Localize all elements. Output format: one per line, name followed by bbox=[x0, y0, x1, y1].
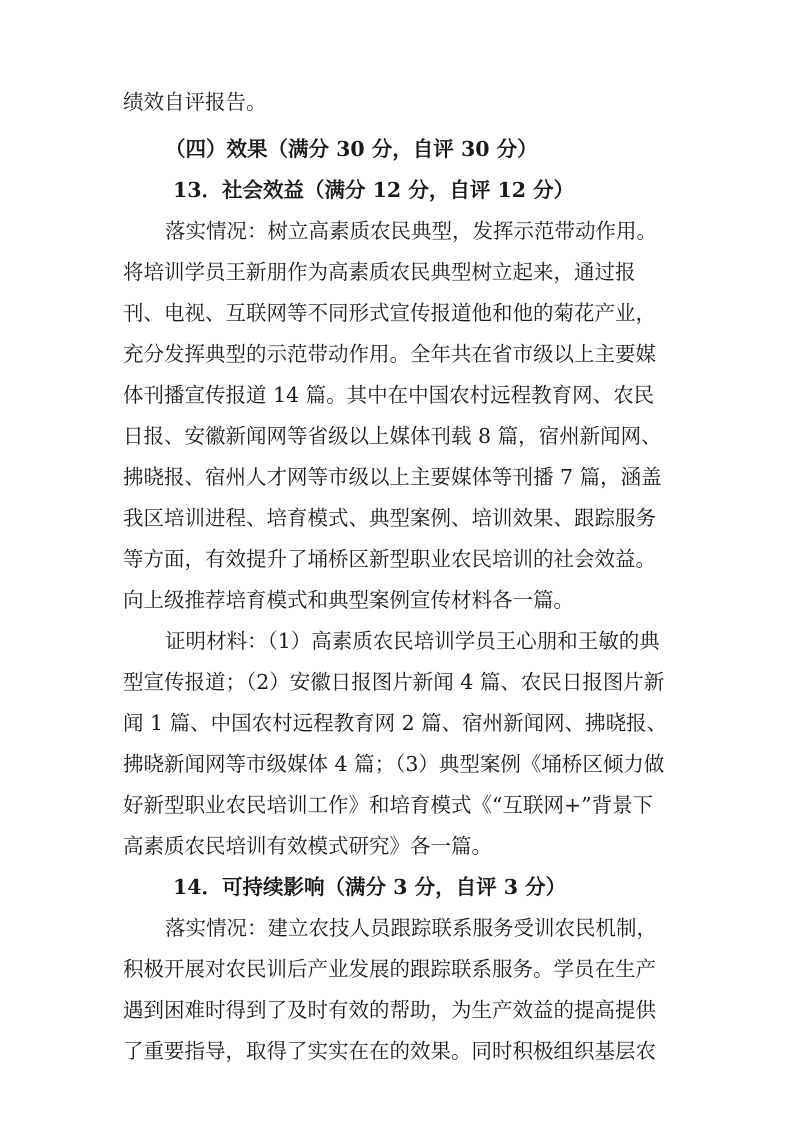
text-line: 体刊播宣传报道 14 篇。其中在中国农村远程教育网、农民 bbox=[123, 383, 655, 407]
text-line: 将培训学员王新朋作为高素质农民典型树立起来，通过报 bbox=[123, 260, 636, 284]
text-line: 型宣传报道；（2）安徽日报图片新闻 4 篇、农民日报图片新 bbox=[123, 670, 665, 694]
text-line: 落实情况：树立高素质农民典型，发挥示范带动作用。 bbox=[165, 219, 657, 243]
text-line: 好新型职业农民培训工作》和培育模式《“互联网+”背景下 bbox=[123, 793, 654, 817]
text-line: 刊、电视、互联网等不同形式宣传报道他和他的菊花产业， bbox=[123, 301, 656, 325]
text-line: 了重要指导，取得了实实在在的效果。同时积极组织基层农 bbox=[123, 1039, 656, 1063]
text-line: 拂晓报、宿州人才网等市级以上主要媒体等刊播 7 篇，涵盖 bbox=[123, 465, 662, 489]
subsection-heading: 14．可持续影响（满分 3 分，自评 3 分） bbox=[173, 875, 567, 899]
text-line: 日报、安徽新闻网等省级以上媒体刊载 8 篇，宿州新闻网、 bbox=[123, 424, 662, 448]
text-line: 向上级推荐培育模式和典型案例宣传材料各一篇。 bbox=[123, 588, 574, 612]
text-line: 充分发挥典型的示范带动作用。全年共在省市级以上主要媒 bbox=[123, 342, 656, 366]
text-line: 绩效自评报告。 bbox=[123, 90, 267, 114]
text-line: 遇到困难时得到了及时有效的帮助，为生产效益的提高提供 bbox=[123, 998, 656, 1022]
text-line: 闻 1 篇、中国农村远程教育网 2 篇、宿州新闻网、拂晓报、 bbox=[123, 711, 668, 735]
text-line: 落实情况：建立农技人员跟踪联系服务受训农民机制， bbox=[165, 916, 657, 940]
text-line: 积极开展对农民训后产业发展的跟踪联系服务。学员在生产 bbox=[123, 957, 656, 981]
text-line: 高素质农民培训有效模式研究》各一篇。 bbox=[123, 834, 492, 858]
text-line: 我区培训进程、培育模式、典型案例、培训效果、跟踪服务 bbox=[123, 506, 656, 530]
text-line: 拂晓新闻网等市级媒体 4 篇；（3）典型案例《埇桥区倾力做 bbox=[123, 752, 665, 776]
text-line: 证明材料：（1）高素质农民培训学员王心朋和王敏的典 bbox=[165, 629, 660, 653]
text-line: 等方面，有效提升了埇桥区新型职业农民培训的社会效益。 bbox=[123, 547, 656, 571]
section-heading: （四）效果（满分 30 分，自评 30 分） bbox=[165, 137, 538, 161]
subsection-heading: 13．社会效益（满分 12 分，自评 12 分） bbox=[173, 178, 575, 202]
